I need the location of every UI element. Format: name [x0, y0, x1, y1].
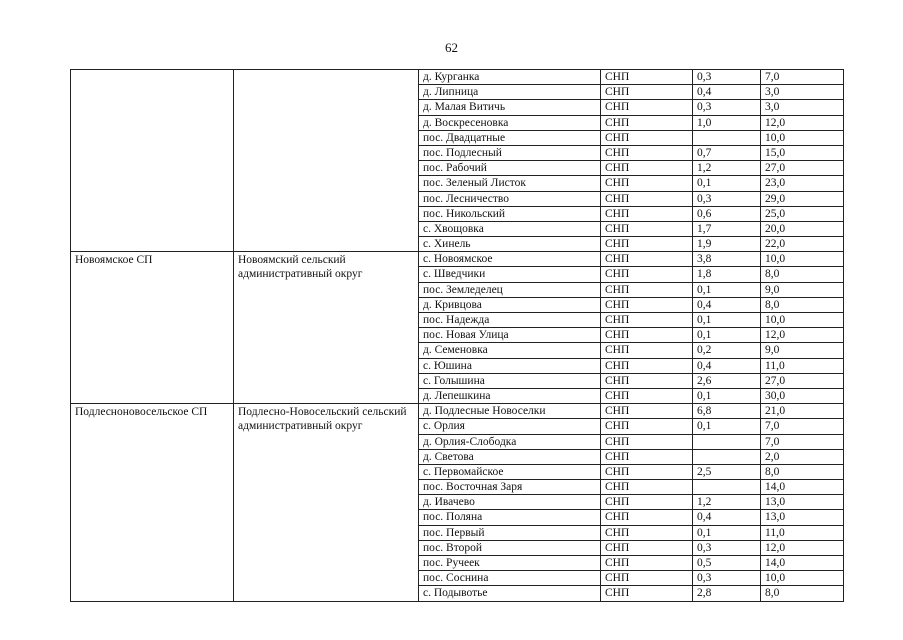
value-a-cell: 0,6 — [693, 206, 761, 221]
locality-name-cell: пос. Зеленый Листок — [419, 176, 601, 191]
value-b-cell: 10,0 — [761, 571, 844, 586]
locality-name-cell: д. Воскресеновка — [419, 115, 601, 130]
locality-type-cell: СНП — [601, 176, 693, 191]
locality-type-cell: СНП — [601, 464, 693, 479]
value-a-cell — [693, 130, 761, 145]
locality-name-cell: д. Подлесные Новоселки — [419, 404, 601, 419]
table-row — [71, 404, 844, 419]
value-a-cell: 0,1 — [693, 328, 761, 343]
locality-type-cell: СНП — [601, 434, 693, 449]
value-b-cell: 2,0 — [761, 449, 844, 464]
locality-type-cell: СНП — [601, 510, 693, 525]
value-b-cell: 12,0 — [761, 328, 844, 343]
locality-type-cell: СНП — [601, 85, 693, 100]
value-a-cell: 0,3 — [693, 70, 761, 85]
value-a-cell: 0,3 — [693, 191, 761, 206]
value-a-cell: 2,8 — [693, 586, 761, 601]
value-a-cell: 0,1 — [693, 419, 761, 434]
locality-name-cell: с. Хвощовка — [419, 221, 601, 236]
locality-name-cell: пос. Первый — [419, 525, 601, 540]
value-a-cell: 0,1 — [693, 388, 761, 403]
value-b-cell: 27,0 — [761, 161, 844, 176]
locality-type-cell: СНП — [601, 130, 693, 145]
locality-name-cell: с. Хинель — [419, 237, 601, 252]
settlement-cell: Подлесноновосельское СП — [71, 404, 234, 601]
value-b-cell: 3,0 — [761, 100, 844, 115]
settlement-cell: Новоямское СП — [71, 252, 234, 404]
value-a-cell: 2,5 — [693, 464, 761, 479]
locality-type-cell: СНП — [601, 571, 693, 586]
locality-type-cell: СНП — [601, 206, 693, 221]
value-b-cell: 30,0 — [761, 388, 844, 403]
value-a-cell: 0,1 — [693, 282, 761, 297]
value-b-cell: 8,0 — [761, 267, 844, 282]
value-a-cell — [693, 449, 761, 464]
locality-name-cell: пос. Никольский — [419, 206, 601, 221]
value-b-cell: 21,0 — [761, 404, 844, 419]
value-b-cell: 7,0 — [761, 70, 844, 85]
value-b-cell: 20,0 — [761, 221, 844, 236]
page-number: 62 — [445, 40, 458, 55]
value-b-cell: 23,0 — [761, 176, 844, 191]
value-b-cell: 10,0 — [761, 252, 844, 267]
locality-name-cell: с. Шведчики — [419, 267, 601, 282]
locality-type-cell: СНП — [601, 252, 693, 267]
value-a-cell: 0,3 — [693, 100, 761, 115]
value-b-cell: 8,0 — [761, 464, 844, 479]
district-cell: Новоямский сельский административный округ — [234, 252, 419, 404]
value-a-cell: 1,8 — [693, 267, 761, 282]
locality-name-cell: с. Юшина — [419, 358, 601, 373]
locality-name-cell: пос. Рабочий — [419, 161, 601, 176]
value-b-cell: 7,0 — [761, 434, 844, 449]
district-cell: Подлесно-Новосельский сельский административный округ — [234, 404, 419, 601]
value-a-cell: 0,5 — [693, 556, 761, 571]
value-b-cell: 3,0 — [761, 85, 844, 100]
locality-type-cell: СНП — [601, 100, 693, 115]
value-b-cell: 7,0 — [761, 419, 844, 434]
locality-type-cell: СНП — [601, 480, 693, 495]
locality-name-cell: пос. Ручеек — [419, 556, 601, 571]
locality-name-cell: пос. Надежда — [419, 313, 601, 328]
locality-name-cell: с. Орлия — [419, 419, 601, 434]
locality-type-cell: СНП — [601, 419, 693, 434]
locality-name-cell: д. Кривцова — [419, 297, 601, 312]
value-a-cell: 1,9 — [693, 237, 761, 252]
value-a-cell: 0,4 — [693, 297, 761, 312]
value-a-cell: 0,4 — [693, 358, 761, 373]
locality-type-cell: СНП — [601, 115, 693, 130]
value-b-cell: 22,0 — [761, 237, 844, 252]
locality-type-cell: СНП — [601, 540, 693, 555]
locality-type-cell: СНП — [601, 328, 693, 343]
locality-name-cell: пос. Второй — [419, 540, 601, 555]
value-a-cell: 2,6 — [693, 373, 761, 388]
locality-type-cell: СНП — [601, 343, 693, 358]
value-a-cell: 1,0 — [693, 115, 761, 130]
value-a-cell: 0,4 — [693, 85, 761, 100]
locality-type-cell: СНП — [601, 221, 693, 236]
locality-name-cell: с. Голышина — [419, 373, 601, 388]
value-a-cell: 1,2 — [693, 495, 761, 510]
locality-name-cell: пос. Подлесный — [419, 145, 601, 160]
value-a-cell — [693, 480, 761, 495]
locality-type-cell: СНП — [601, 145, 693, 160]
value-b-cell: 13,0 — [761, 510, 844, 525]
value-a-cell: 6,8 — [693, 404, 761, 419]
locality-name-cell: пос. Двадцатные — [419, 130, 601, 145]
value-b-cell: 12,0 — [761, 115, 844, 130]
value-b-cell: 25,0 — [761, 206, 844, 221]
locality-type-cell: СНП — [601, 449, 693, 464]
value-a-cell: 0,1 — [693, 176, 761, 191]
locality-type-cell: СНП — [601, 404, 693, 419]
locality-name-cell: пос. Земледелец — [419, 282, 601, 297]
locality-name-cell: пос. Восточная Заря — [419, 480, 601, 495]
value-b-cell: 8,0 — [761, 586, 844, 601]
value-b-cell: 9,0 — [761, 343, 844, 358]
value-a-cell: 3,8 — [693, 252, 761, 267]
value-a-cell: 0,7 — [693, 145, 761, 160]
locality-name-cell: д. Светова — [419, 449, 601, 464]
value-b-cell: 14,0 — [761, 480, 844, 495]
locality-type-cell: СНП — [601, 495, 693, 510]
value-b-cell: 29,0 — [761, 191, 844, 206]
value-a-cell — [693, 434, 761, 449]
locality-type-cell: СНП — [601, 525, 693, 540]
locality-type-cell: СНП — [601, 267, 693, 282]
value-a-cell: 1,7 — [693, 221, 761, 236]
value-b-cell: 8,0 — [761, 297, 844, 312]
settlements-table-body — [71, 70, 844, 602]
value-a-cell: 0,3 — [693, 571, 761, 586]
settlement-cell — [71, 70, 234, 252]
value-b-cell: 14,0 — [761, 556, 844, 571]
locality-type-cell: СНП — [601, 388, 693, 403]
locality-name-cell: с. Подывотье — [419, 586, 601, 601]
value-b-cell: 11,0 — [761, 358, 844, 373]
locality-name-cell: д. Ивачево — [419, 495, 601, 510]
locality-type-cell: СНП — [601, 161, 693, 176]
value-a-cell: 0,4 — [693, 510, 761, 525]
locality-type-cell: СНП — [601, 70, 693, 85]
value-b-cell: 10,0 — [761, 313, 844, 328]
locality-type-cell: СНП — [601, 297, 693, 312]
locality-name-cell: д. Лепешкина — [419, 388, 601, 403]
locality-name-cell: д. Липница — [419, 85, 601, 100]
locality-name-cell: д. Семеновка — [419, 343, 601, 358]
locality-type-cell: СНП — [601, 237, 693, 252]
value-b-cell: 15,0 — [761, 145, 844, 160]
district-cell — [234, 70, 419, 252]
locality-name-cell: пос. Поляна — [419, 510, 601, 525]
locality-name-cell: с. Новоямское — [419, 252, 601, 267]
table-row — [71, 70, 844, 85]
locality-type-cell: СНП — [601, 556, 693, 571]
locality-name-cell: пос. Лесничество — [419, 191, 601, 206]
table-row — [71, 252, 844, 267]
locality-name-cell: д. Малая Витичь — [419, 100, 601, 115]
value-b-cell: 9,0 — [761, 282, 844, 297]
value-a-cell: 0,1 — [693, 313, 761, 328]
locality-type-cell: СНП — [601, 313, 693, 328]
value-b-cell: 10,0 — [761, 130, 844, 145]
locality-name-cell: д. Курганка — [419, 70, 601, 85]
value-a-cell: 0,1 — [693, 525, 761, 540]
value-b-cell: 13,0 — [761, 495, 844, 510]
locality-name-cell: д. Орлия-Слободка — [419, 434, 601, 449]
value-a-cell: 1,2 — [693, 161, 761, 176]
value-a-cell: 0,2 — [693, 343, 761, 358]
value-a-cell: 0,3 — [693, 540, 761, 555]
locality-name-cell: с. Первомайское — [419, 464, 601, 479]
locality-type-cell: СНП — [601, 191, 693, 206]
locality-type-cell: СНП — [601, 358, 693, 373]
value-b-cell: 27,0 — [761, 373, 844, 388]
value-b-cell: 11,0 — [761, 525, 844, 540]
settlements-table — [70, 69, 844, 602]
locality-type-cell: СНП — [601, 373, 693, 388]
locality-type-cell: СНП — [601, 282, 693, 297]
value-b-cell: 12,0 — [761, 540, 844, 555]
locality-name-cell: пос. Новая Улица — [419, 328, 601, 343]
locality-type-cell: СНП — [601, 586, 693, 601]
locality-name-cell: пос. Соснина — [419, 571, 601, 586]
